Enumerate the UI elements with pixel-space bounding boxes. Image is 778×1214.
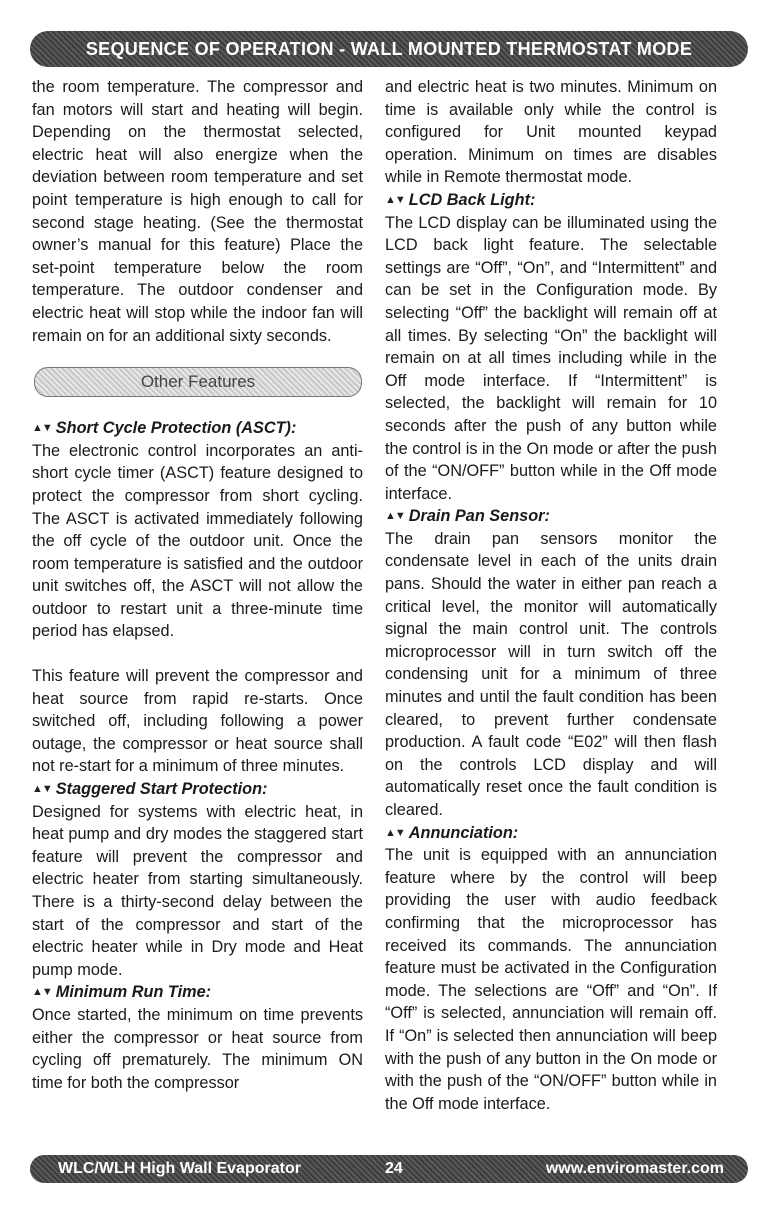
annunciation-heading: ▲▼ Annunciation: [385,822,717,845]
warning-triangle-icon: ▲▼ [385,510,405,523]
warning-triangle-icon: ▲▼ [32,783,52,796]
warning-triangle-icon: ▲▼ [32,986,52,999]
warning-triangle-icon: ▲▼ [385,193,405,206]
footer-url[interactable]: www.enviromaster.com [545,1160,724,1177]
other-features-banner [34,367,362,397]
intro-paragraph: the room temperature. The compressor and fan motors will start and heating will begin. Depending on the thermostat selected, electric heat will also energize when the deviation between room temperature and set point temperature is high enough to call for second stage heating. (See the thermostat owner’s manual for this feature) Place the set-point temperature below the room temperature. The outdoor condenser and electric heat will stop while the indoor fan will remain on for an additional sixty seconds. [32,78,363,345]
continued-paragraph: and electric heat is two minutes. Minimum on time is available only while the control is configured for Unit mounted keypad operation. Minimum on times are disables while in Remote thermostat mode. [385,78,717,187]
section-header [30,31,748,67]
right-column [385,76,717,1115]
annunciation-paragraph: The unit is equipped with an annunciation feature where by the control will beep providing the user with audio feedback confirming that the microprocessor has received its commands. The annunciation feature must be activated in the Configuration mode. The selections are “Off” and “On”. If “Off” is selected, annunciation will remain off. If “On” is selected then annunciation will beep with the push of any button in the On mode or with the push of the “ON/OFF” button while in the Off mode interface. [385,846,717,1113]
backlight-paragraph: The LCD display can be illuminated using the LCD back light feature. The selectable settings are “Off”, “On”, and “Intermittent” and can be set in the Configuration mode. By selecting “Off” the backlight will remain off at all times. By selecting “On” the backlight will remain on at all times including while in the Off mode interface. If “Intermittent” is selected, the backlight will remain for 10 seconds after the push of any button while the control is in the On mode or after the push of the “ON/OFF” button while in the Off mode interface. [385,213,717,503]
page-footer [30,1155,748,1183]
staggered-heading: ▲▼ Staggered Start Protection: [32,778,363,801]
section-header-title: SEQUENCE OF OPERATION - WALL MOUNTED THERMOSTAT MODE [85,38,693,59]
footer-page-number: 24 [385,1160,403,1177]
drain-heading: ▲▼ Drain Pan Sensor: [385,505,717,528]
minrun-heading: ▲▼ Minimum Run Time: [32,981,363,1004]
backlight-heading: ▲▼ LCD Back Light: [385,189,717,212]
left-column [32,76,363,1094]
asct-heading: ▲▼ Short Cycle Protection (ASCT): [32,417,363,440]
footer-product: WLC/WLH High Wall Evaporator [58,1160,301,1177]
asct-paragraph: The electronic control incorporates an anti-short cycle timer (ASCT) feature designed to protect the compressor from short cycling. The ASCT is activated immediately following the off cycle of the outdoor unit. Once the room temperature is satisfied and the outdoor unit switches off, the ASCT will not allow the outdoor to restart unit a three-minute time period has elapsed. [32,441,363,641]
asct-paragraph-2: This feature will prevent the compressor and heat source from rapid re-starts. Once switched off, including following a power outage, the compressor or heat source shall not re-start for a minimum of three minutes. [32,667,363,776]
warning-triangle-icon: ▲▼ [385,826,405,839]
warning-triangle-icon: ▲▼ [32,422,52,435]
staggered-paragraph: Designed for systems with electric heat, in heat pump and dry modes the staggered start feature will prevent the compressor and electric heater from starting simultaneously. There is a thirty-second delay between the start of the compressor and start of the electric heater while in Dry mode and Heat pump mode. [32,802,363,979]
drain-paragraph: The drain pan sensors monitor the condensate level in each of the units drain pans. Should the water in either pan reach a critical level, the monitor will automatically signal the main control unit. The controls microprocessor will in turn switch off the condensing unit for a minimum of three minutes and until the fault condition has been cleared, to prevent further condensate production. A fault code “E02” will then flash on the controls LCD display and will automatically reset once the fault condition is cleared. [385,529,717,819]
other-features-label: Other Features [140,371,256,391]
minrun-paragraph: Once started, the minimum on time prevents either the compressor or heat source from cycling off prematurely. The minimum ON time for both the compressor [32,1005,363,1092]
